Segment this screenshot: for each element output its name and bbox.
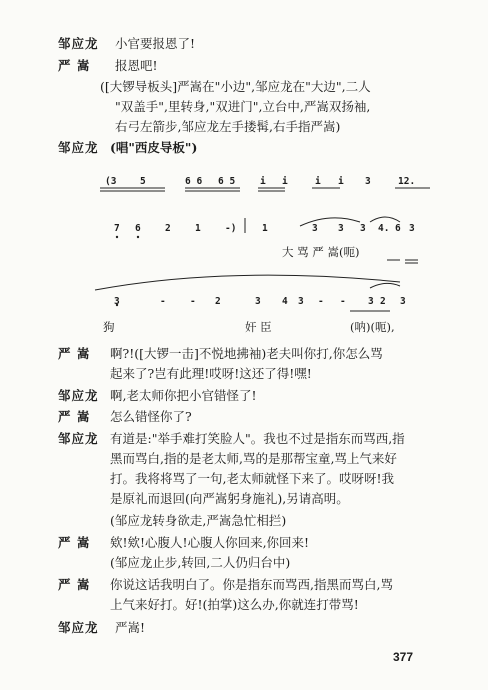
score-note: -) (225, 223, 237, 234)
score-note: 7 (114, 223, 120, 234)
dialogue-line: 起来了?岂有此理!哎呀!这还了得!嘿! (110, 366, 312, 381)
score-lyrics: 奸 臣 (245, 320, 272, 334)
score-note: 3 (409, 223, 415, 234)
score-note: 3 (114, 296, 120, 307)
score-note: 4. (378, 223, 390, 234)
score-lyrics: 狗 (103, 320, 115, 334)
dialogue-line: 黑而骂白,指的是老太师,骂的是那帮宝童,骂上气来好 (110, 451, 397, 466)
speaker-zou: 邹应龙 (58, 140, 99, 155)
dialogue-line: 啊,老太师你把小官错怪了! (110, 388, 257, 403)
score-note: 3 (400, 296, 406, 307)
dialogue-line: 严嵩! (115, 620, 146, 635)
score-note: 5 (140, 176, 146, 187)
speaker-zou: 邹应龙 (58, 431, 99, 446)
speaker-zou: 邹应龙 (58, 388, 99, 403)
score-note: i (260, 176, 266, 187)
dialogue-line: 小官要报恩了! (115, 36, 196, 51)
score-note: 1 (195, 223, 201, 234)
score-note: 2 (380, 296, 386, 307)
speaker-zou: 邹应龙 (58, 36, 99, 51)
score-note: 2 (165, 223, 171, 234)
dialogue-line: 怎么错怪你了? (110, 409, 192, 424)
score-note: 3 (360, 223, 366, 234)
singing-direction: (唱"西皮导板") (110, 140, 198, 155)
score-note: - (318, 296, 324, 307)
score-note: 3 (298, 296, 304, 307)
speaker-yan: 严 嵩 (58, 409, 91, 424)
score-note: 6 (135, 223, 141, 234)
score-note: 6 6 (185, 176, 203, 187)
dialogue-line: 啊?!([大锣一击]不悦地拂袖)老夫叫你打,你怎么骂 (110, 346, 383, 361)
page-number: 377 (393, 650, 414, 664)
score-note: - (340, 296, 346, 307)
score-note: 2 (215, 296, 221, 307)
dialogue-line: 欸!欸!心腹人!心腹人你回来,你回来! (110, 535, 310, 550)
score-note: 12. (398, 176, 416, 187)
dialogue-line: 是原礼而退回(向严嵩躬身施礼),另请高明。 (110, 491, 349, 506)
dialogue-line: 你说这话我明白了。你是指东而骂西,指黑而骂白,骂 (110, 577, 393, 592)
score-note: i (282, 176, 288, 187)
score-lyrics: 大 骂 严 嵩(呃) (282, 245, 360, 259)
score-note: 3 (338, 223, 344, 234)
score-note: 4 (282, 296, 288, 307)
score-note: 3 (365, 176, 371, 187)
score-note: 3 (312, 223, 318, 234)
speaker-zou: 邹应龙 (58, 620, 99, 635)
score-note: - (160, 296, 166, 307)
score-note: 6 (395, 223, 401, 234)
stage-direction: ([大锣导板头]严嵩在"小边",邹应龙在"大边",二人 (100, 79, 371, 94)
speaker-yan: 严 嵩 (58, 535, 91, 550)
score-note: - (190, 296, 196, 307)
dialogue-line: 有道是:"举手难打笑脸人"。我也不过是指东而骂西,指 (110, 431, 405, 446)
score-note: (3 (105, 176, 117, 187)
dialogue-line: 报恩吧! (115, 58, 158, 73)
stage-direction: (邹应龙转身欲走,严嵩急忙相拦) (110, 513, 287, 528)
score-note: 3 (255, 296, 261, 307)
score-note: i (315, 176, 321, 187)
dialogue-line: 上气来好打。好!(拍掌)这么办,你就连打带骂! (110, 597, 359, 612)
score-note: 3 (368, 296, 374, 307)
stage-direction: "双盖手",里转身,"双进门",立台中,严嵩双扬袖, (115, 99, 371, 114)
score-note: i (338, 176, 344, 187)
stage-direction: 右弓左箭步,邹应龙左手搂髯,右手指严嵩) (115, 119, 341, 134)
stage-direction: (邹应龙止步,转回,二人仍归台中) (110, 555, 291, 570)
score-note: 1 (262, 223, 268, 234)
score-note: 6 5 (218, 176, 236, 187)
speaker-yan: 严 嵩 (58, 577, 91, 592)
dialogue-line: 打。我将将骂了一句,老太师就怪下来了。哎呀呀!我 (110, 471, 394, 486)
speaker-yan: 严 嵩 (58, 58, 91, 73)
score-lyrics: (呐)(呃), (350, 320, 395, 334)
speaker-yan: 严 嵩 (58, 346, 91, 361)
